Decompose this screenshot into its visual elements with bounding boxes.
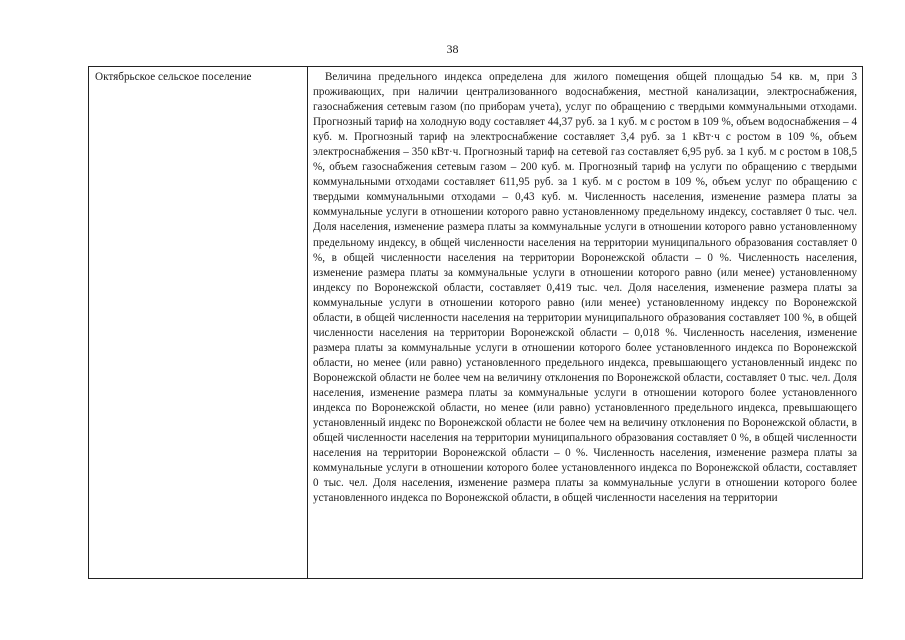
tariff-table (88, 66, 863, 579)
description-text: Величина предельного индекса определена для жилого помещения общей площадью 54 кв. м, при 3 проживающих, при наличии централизованного водоснабжения, местной канализации, электроснабжения, газоснабжения сетевым газом (по приборам учета), услуг по обращению с твердыми коммунальными отходами. Прогнозный тариф на холодную воду составляет 44,37 руб. за 1 куб. м с ростом в 109 %, объем водоснабжения – 4 куб. м. Прогнозный тариф на электроснабжение составляет 3,4 руб. за 1 кВт·ч с ростом в 109 %, объем электроснабжения – 350 кВт·ч. Прогнозный тариф на сетевой газ составляет 6,95 руб. за 1 куб. м с ростом в 108,5 %, объем газоснабжения сетевым газом – 200 куб. м. Прогнозный тариф на услуги по обращению с твердыми коммунальными отходами составляет 611,95 руб. за 1 куб. м с ростом в 109 %, объем услуг по обращению с твердыми коммунальными отходами – 0,43 куб. м. Численность населения, изменение размера платы за коммунальные услуги в отношении которого равно установленному предельному индексу, составляет 0 тыс. чел. Доля населения, изменение размера платы за коммунальные услуги в отношении которого равно установленному предельному индексу, в общей численности населения на территории муниципального образования составляет 0 %, в общей численности населения на территории Воронежской области – 0 %. Численность населения, изменение размера платы за коммунальные услуги в отношении которого равно (или менее) установленному индексу по Воронежской области, составляет 0,419 тыс. чел. Доля населения, изменение размера платы за коммунальные услуги в отношении которого равно (или менее) установленному индексу по Воронежской области, в общей численности населения на территории муниципального образования составляет 100 %, в общей численности населения на территории Воронежской области – 0,018 %. Численность населения, изменение размера платы за коммунальные услуги в отношении которого более установленного индекса по Воронежской области, но менее (или равно) установленного предельного индекса, превышающего установленный индекс по Воронежской области не более чем на величину отклонения по Воронежской области, составляет 0 тыс. чел. Доля населения, изменение размера платы за коммунальные услуги в отношении которого более установленного индекса по Воронежской области, но менее (или равно) установленного предельного индекса, превышающего установленный индекс по Воронежской области не более чем на величину отклонения по Воронежской области, в общей численности населения на территории муниципального образования составляет 0 %, в общей численности населения на территории Воронежской области – 0 %. Численность населения, изменение размера платы за коммунальные услуги в отношении которого более установленного индекса по Воронежской области, составляет 0 тыс. чел. Доля населения, изменение размера платы за коммунальные услуги в отношении которого более установленного индекса по Воронежской области, в общей численности населения на территории (313, 71, 857, 505)
table-row (89, 67, 863, 579)
page-number: 38 (446, 42, 459, 56)
settlement-cell (89, 67, 308, 579)
settlement-name: Октябрьское сельское поселение (95, 71, 252, 83)
description-cell (308, 67, 863, 579)
